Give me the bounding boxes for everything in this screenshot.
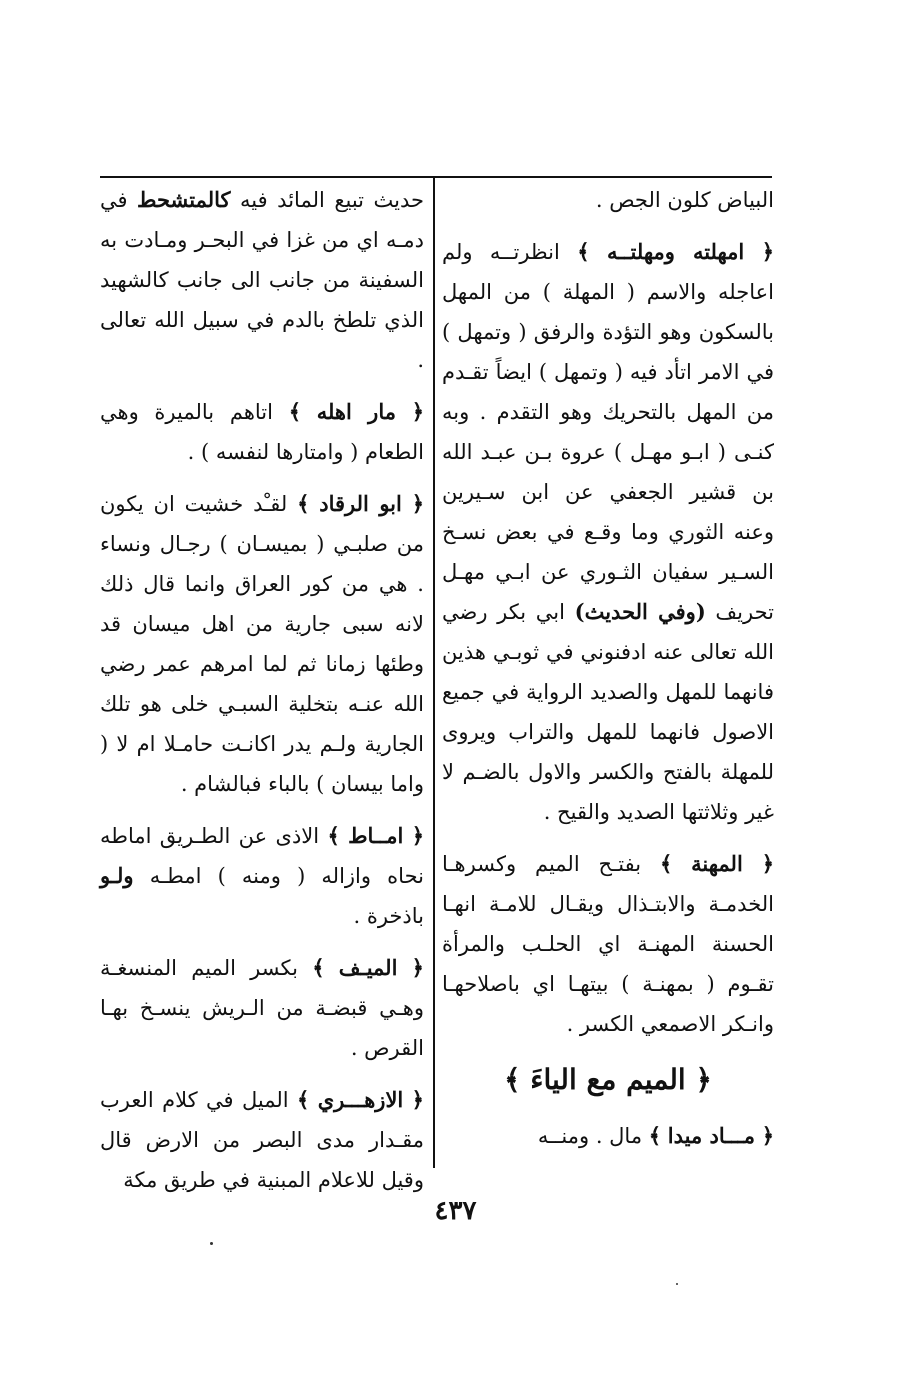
- bracket-close: ﴾: [327, 823, 340, 848]
- headword: الازهـــري: [317, 1087, 404, 1112]
- entry-abu-alruqad: [100, 484, 424, 804]
- bracket-open: ﴿: [761, 851, 774, 876]
- left-intro-text-a: حديث تبيع المائد فيه: [240, 188, 424, 212]
- entry-amata: [100, 816, 424, 936]
- scan-speck: [210, 1242, 213, 1245]
- left-column: [100, 178, 424, 1192]
- left-intro-text-b: في دمـه اي من غزا في البحـر ومـادت به السفينة من جانب الى جانب كالشهيد الذي تلطخ بالدم في سبيل الله تعالى .: [100, 188, 424, 372]
- headword: المهنة: [691, 851, 743, 876]
- entry-mar-ahlahu: [100, 392, 424, 472]
- entry-text: الميل في كلام العرب مقـدار مدى البصر من الارض قال وقيل للاعلام المبنية في طريق مكة: [100, 1088, 424, 1192]
- bracket-open: ﴿: [411, 1087, 424, 1112]
- bracket-close: ﴾: [297, 491, 310, 516]
- bracket-open: ﴿: [761, 1123, 774, 1148]
- headword: امــاط: [348, 823, 404, 848]
- bracket-open: ﴿: [411, 823, 424, 848]
- left-intro-bold: كالمتشحط: [137, 187, 231, 212]
- bracket-close: ﴾: [288, 399, 301, 424]
- entry-imhaltuhu: [442, 232, 774, 832]
- right-column: [442, 178, 774, 1168]
- bracket-open: ﴿: [411, 955, 424, 980]
- entry-text: اتاهم بالميرة وهي الطعام ( وامتارها لنفسه ) .: [100, 400, 424, 464]
- bracket-close: ﴾: [577, 239, 590, 264]
- entry-text: انظرتــه ولم اعاجله والاسم ( المهلة ) من المهل بالسكون وهو التؤدة والرفق ( وتمهل ) في الامر اتأد فيه ( وتمهل ) ايضاً تقـدم من المهل بالتحريك وهو التقدم . وبه كنـى ( ابـو مهـل ) عروة بـن عبـد الله بن قشير الجعفي عن ابن سـيرين وعنه الثوري وما وقـع في بعض نسـخ السـير سفيان الثـوري عن ابـي مهـل تحريف: [442, 240, 774, 624]
- bracket-close: ﴾: [659, 851, 673, 876]
- entry-bold-word: ولـو: [100, 863, 134, 888]
- entry-text-b: باذخرة .: [353, 904, 424, 928]
- headword: مـــاد ميدا: [667, 1123, 755, 1148]
- headword: مار اهله: [316, 399, 396, 424]
- entry-mada-mayda: [442, 1116, 774, 1156]
- headword: ابو الرقاد: [319, 491, 402, 516]
- entry-alazhari: [100, 1080, 424, 1200]
- headword: الميـف: [338, 955, 398, 980]
- entry-text: لقـْد خشيت ان يكون من صلبـي ( بميسـان ) رجـال ونساء . هي من كور العراق وانما قال ذلك لانه سبى جارية من اهل ميسان قد وطئها زمانا ثم لما امرهم عمر رضي الله عنـه بتخلية السبـي خلى هو تلك الجارية ولـم يدر اكانـت حامـلا ام لا ( واما بيسان ) بالباء فبالشام .: [100, 492, 424, 796]
- entry-text: بفتـح الميم وكسرهـا الخدمـة والابتـذال ويقـال للامـة انهـا الحسنة المهنـة اي الحلـب والمرأة تقـوم ( بمهنـة ) بيتهـا اي باصلاحهـا وانـكر الاصمعي الكسر .: [442, 852, 774, 1036]
- bracket-close: ﴾: [648, 1123, 662, 1148]
- bracket-open: ﴿: [761, 239, 774, 264]
- entry-text: مال . ومنــه: [537, 1124, 643, 1148]
- entry-text: بكسر الميم المنسغـة وهـي قبضـة من الـريش ينسـخ بهـا القرص .: [100, 956, 424, 1060]
- section-heading: ﴿ الميم مع الياءَ ﴾: [504, 1063, 712, 1096]
- headword: امهلته ومهلتــه: [606, 239, 745, 264]
- column-divider: [433, 178, 435, 1168]
- scan-speck: [676, 1283, 678, 1285]
- bracket-close: ﴾: [312, 955, 325, 980]
- page-number: ٤٣٧: [434, 1196, 477, 1226]
- bracket-open: ﴿: [411, 491, 424, 516]
- right-intro-text: البياض كلون الجص .: [595, 188, 774, 212]
- right-intro: [442, 180, 774, 220]
- bracket-close: ﴾: [297, 1087, 310, 1112]
- bracket-open: ﴿: [411, 399, 424, 424]
- entry-almihna: [442, 844, 774, 1044]
- entry-text-a: الاذى عن الطـريق اماطه نحاه وازاله ( ومنه ) امطـه: [100, 824, 424, 888]
- hadith-label: (وفي الحديث): [574, 599, 706, 624]
- left-intro: [100, 180, 424, 380]
- entry-text-continued: ابي بكر رضي الله تعالى عنه ادفنوني في ثوبـي هذين فانهما للمهل والصديد الرواية في جميع الاصول فانهما للمهل والتراب ويروى للمهلة بالفتح والكسر والاول بالضـم لا غير وثلاثتها الصديد والقيح .: [442, 600, 774, 824]
- entry-almif: [100, 948, 424, 1068]
